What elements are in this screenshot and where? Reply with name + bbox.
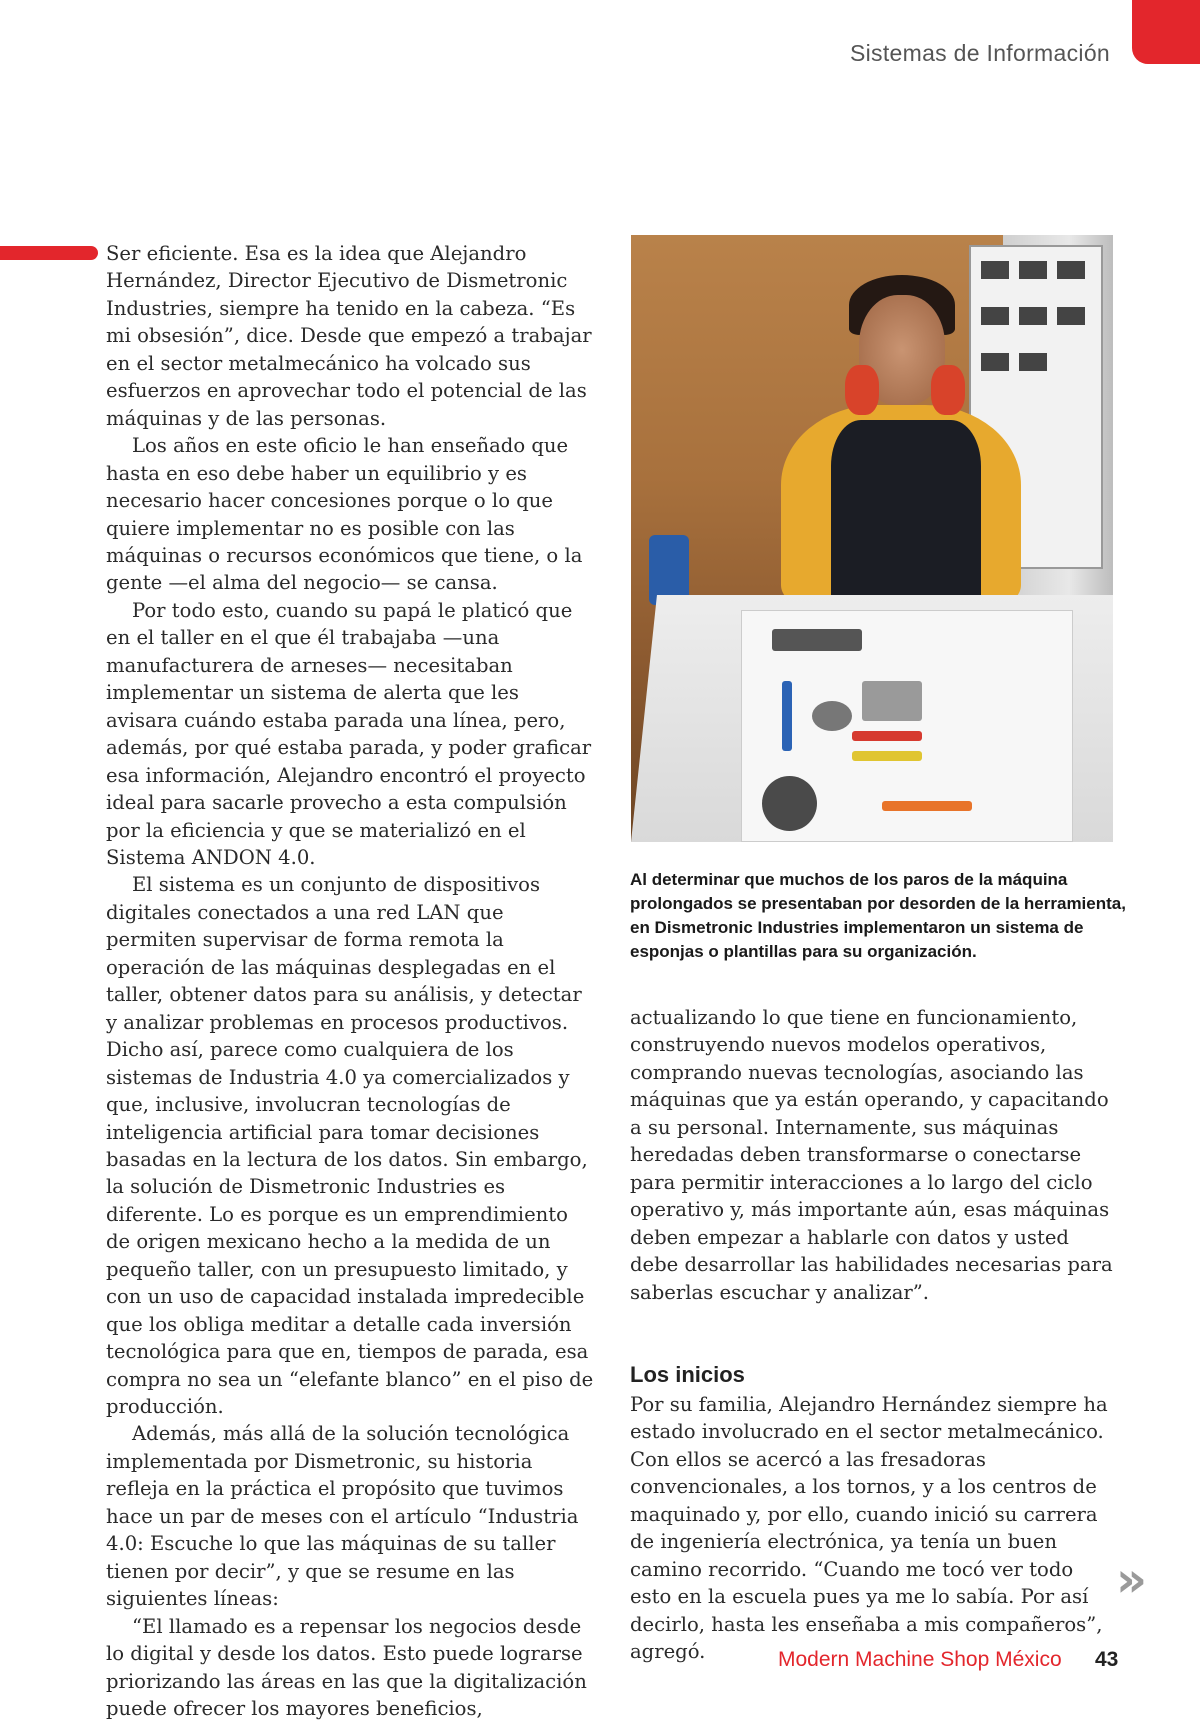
photo-earmuff: [845, 365, 879, 415]
photo-tool: [772, 629, 862, 651]
paragraph: El sistema es un conjunto de dispositivos digitales conectados a una red LAN que permiten supervisar de forma remota la operación de las máquinas desplegadas en el taller, obtener datos para su análisis, y detectar y analizar problemas en procesos productivos. Dicho así, parece como cualquiera de los sistemas de Industria 4.0 ya comercializados y que, inclusive, involucran tecnologías de inteligencia artificial para tomar decisiones basadas en la lectura de los datos. Sin embargo, la solución de Dismetronic Industries es diferente. Lo es porque es un emprendimiento de origen mexicano hecho a la medida de un pequeño taller, con un presupuesto limitado, y con un uso de capacidad instalada impredecible que los obliga meditar a detalle cada inversión tecnológica para que en, tiempos de parada, esa compra no sea un “elefante blanco” en el piso de producción.: [106, 873, 594, 1419]
photo-tool: [762, 776, 817, 831]
corner-tab: [1132, 0, 1200, 64]
paragraph: actualizando lo que tiene en funcionamiento, construyendo nuevos modelos operativos, comprando nuevas tecnologías, asociando las máquinas que ya están operando, y capacitando a su personal. Internamente, sus máquinas heredadas deben transformarse o conectarse para permitir interacciones a lo largo del ciclo operativo y, más importante aún, esas máquinas deben empezar a hablarle con datos y usted debe desarrollar las habilidades necesarias para saberlas escuchar y analizar”.: [630, 1006, 1113, 1304]
photo-tool: [852, 751, 922, 761]
article-photo: [631, 235, 1113, 842]
paragraph: Además, más allá de la solución tecnológica implementada por Dismetronic, su historia refleja en la práctica el propósito que tuvimos hace un par de meses con el artículo “Industria 4.0: Escuche lo que las máquinas de su taller tienen por decir”, y que se resume en las siguientes líneas:: [106, 1422, 579, 1611]
photo-earmuff: [931, 365, 965, 415]
photo-caption: Al determinar que muchos de los paros de la máquina prolongados se presentaban por desorden de la herramienta, en Dismetronic Industries implementaron un sistema de esponjas o plantillas para su organización.: [630, 870, 1126, 961]
photo-tool: [852, 731, 922, 741]
section-heading: Los inicios: [630, 1362, 745, 1387]
photo-tool: [812, 701, 852, 731]
photo-tool-tray: [741, 610, 1073, 842]
continue-arrow-icon: »: [1116, 1552, 1148, 1608]
paragraph: Por su familia, Alejandro Hernández siempre ha estado involucrado en el sector metalmecánico. Con ellos se acercó a las fresadoras convencionales, a los tornos, y a los centros de maquinado y, por ello, cuando inició su carrera de ingeniería electrónica, ya tenía un buen camino recorrido. “Cuando me tocó ver todo esto en la escuela pues ya me lo sabía. Por así decirlo, hasta les enseñaba a mis compañeros”, agregó.: [630, 1393, 1108, 1664]
section-accent-bar: [0, 246, 98, 260]
right-column-top: [630, 1004, 1118, 1306]
paragraph: Los años en este oficio le han enseñado que hasta en eso debe haber un equilibrio y es necesario hacer concesiones porque o lo que quiere implementar no es posible con las máquinas o recursos económicos que tiene, o la gente —el alma del negocio— se cansa.: [106, 434, 583, 595]
section-label: Sistemas de Información: [849, 40, 1110, 66]
paragraph: Por todo esto, cuando su papá le platicó que en el taller en el que él trabajaba —una manufacturera de arneses— necesitaban implementar un sistema de alerta que les avisara cuándo estaba parada una línea, pero, además, por qué estaba parada, y poder graficar esa información, Alejandro encontró el proyecto ideal para sacarle provecho a esta compulsión por la eficiencia y que se materializó en el Sistema ANDON 4.0.: [106, 598, 592, 869]
paragraph: “El llamado es a repensar los negocios desde lo digital y desde los datos. Esto puede lograrse priorizando las áreas en las que la digitalización puede ofrecer los mayores beneficios,: [106, 1614, 587, 1721]
photo-tool: [882, 801, 972, 811]
page-number: 43: [1095, 1648, 1119, 1671]
left-column: [106, 240, 596, 1722]
right-column-bottom: [630, 1360, 1118, 1666]
photo-tool: [782, 681, 792, 751]
photo-tool: [862, 681, 922, 721]
publication-name: Modern Machine Shop México: [778, 1648, 1062, 1671]
paragraph: Ser eficiente. Esa es la idea que Alejandro Hernández, Director Ejecutivo de Dismetronic Industries, siempre ha tenido en la cabeza. “Es mi obsesión”, dice. Desde que empezó a trabajar en el sector metalmecánico ha volcado sus esfuerzos en aprovechar todo el potencial de las máquinas y de las personas.: [106, 242, 592, 430]
